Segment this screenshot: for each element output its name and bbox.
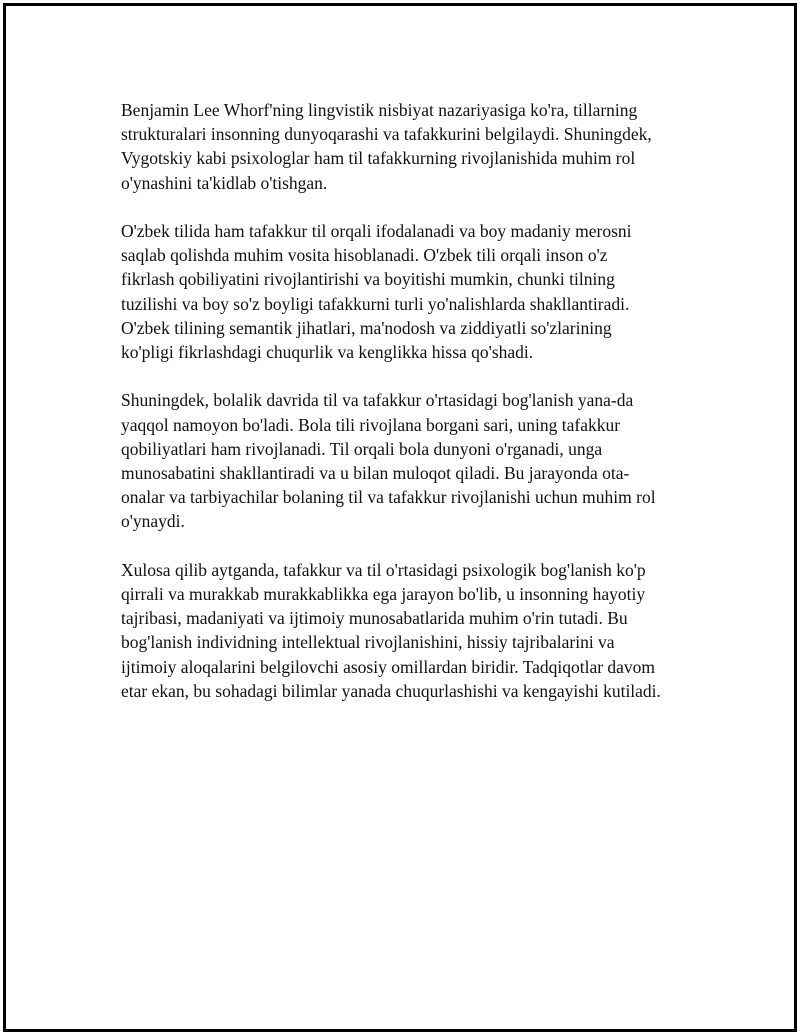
document-body bbox=[121, 98, 701, 727]
paragraph-whorf-vygotsky: Benjamin Lee Whorf'ning lingvistik nisbiyat nazariyasiga ko'ra, tillarning strukturalari insonning dunyoqarashi va tafakkurini belgilaydi. Shuningdek, Vygotskiy kabi psixologlar ham til tafakkurning rivojlanishida muhim rol o'ynashini ta'kidlab o'tishgan. bbox=[121, 100, 652, 193]
page-border bbox=[3, 3, 797, 1032]
paragraph-uzbek-language: O'zbek tilida ham tafakkur til orqali ifodalanadi va boy madaniy merosni saqlab qolishda muhim vosita hisoblanadi. O'zbek tili orqali inson o'z fikrlash qobiliyatini rivojlantirishi va boyitishi mumkin, chunki tilning tuzilishi va boy so'z boyligi tafakkurni turli yo'nalishlarda shakllantiradi. O'zbek tilining semantik jihatlari, ma'nodosh va ziddiyatli so'zlarining ko'pligi fikrlashdagi chuqurlik va kenglikka hissa qo'shadi. bbox=[121, 221, 632, 363]
paragraph-conclusion: Xulosa qilib aytganda, tafakkur va til o'rtasidagi psixologik bog'lanish ko'p qirrali va murakkab murakkablikka ega jarayon bo'lib, u insonning hayotiy tajribasi, madaniyati va ijtimoiy munosabatlarida muhim o'rin tutadi. Bu bog'lanish individning intellektual rivojlanishini, hissiy tajribalarini va ijtimoiy aloqalarini belgilovchi asosiy omillardan biridir. Tadqiqotlar davom etar ekan, bu sohadagi bilimlar yanada chuqurlashishi va kengayishi kutiladi. bbox=[121, 559, 661, 701]
paragraph-childhood: Shuningdek, bolalik davrida til va tafakkur o'rtasidagi bog'lanish yana-da yaqqol namoyon bo'ladi. Bola tili rivojlana borgani sari, uning tafakkur qobiliyatlari ham rivojlanadi. Til orqali bola dunyoni o'rganadi, unga munosabatini shakllantiradi va u bilan muloqot qiladi. Bu jarayonda ota- onalar va tarbiyachilar bolaning til va tafakkur rivojlanishi uchun muhim rol o'ynaydi. bbox=[121, 390, 656, 532]
